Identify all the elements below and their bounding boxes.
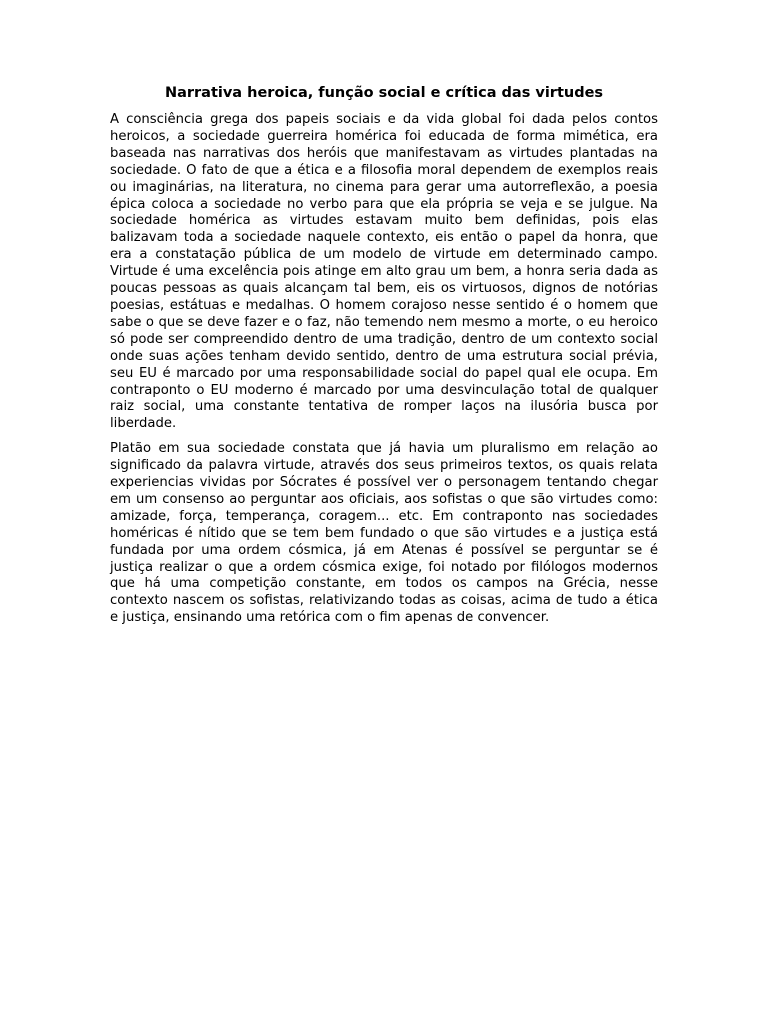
document-page <box>110 84 658 635</box>
document-title: Narrativa heroica, função social e crítica das virtudes <box>164 85 604 101</box>
paragraph-1: A consciência grega dos papeis sociais e da vida global foi dada pelos contos heroicos, a sociedade guerreira homérica foi educada de forma mimética, era baseada nas narrativas dos heróis que manifestavam as virtudes plantadas na sociedade. O fato de que a ética e a filosofia moral dependem de exemplos reais ou imaginárias, na literatura, no cinema para gerar uma autorreflexão, a poesia épica coloca a sociedade no verbo para que ela própria se veja e se julgue. Na sociedade homérica as virtudes estavam muito bem definidas, pois elas balizavam toda a sociedade naquele contexto, eis então o papel da honra, que era a constatação pública de um modelo de virtude em determinado campo. Virtude é uma excelência pois atinge em alto grau um bem, a honra seria dada as poucas pessoas as quais alcançam tal bem, eis os virtuosos, dignos de notórias poesias, estátuas e medalhas. O homem corajoso nesse sentido é o homem que sabe o que se deve fazer e o faz, não temendo nem mesmo a morte, o eu heroico só pode ser compreendido dentro de uma tradição, dentro de um contexto social onde suas ações tenham devido sentido, dentro de uma estrutura social prévia, seu EU é marcado por uma responsabilidade social do papel qual ele ocupa. Em contraponto o EU moderno é marcado por uma desvinculação total de qualquer raiz social, uma constante tentativa de romper laços na ilusória busca por liberdade. <box>110 112 658 432</box>
paragraph-2: Platão em sua sociedade constata que já havia um pluralismo em relação ao significado da palavra virtude, através dos seus primeiros textos, os quais relata experiencias vividas por Sócrates é possível ver o personagem tentando chegar em um consenso ao perguntar aos oficiais, aos sofistas o que são virtudes como: amizade, força, temperança, coragem... etc. Em contraponto nas sociedades homéricas é nítido que se tem bem fundado o que são virtudes e a justiça está fundada por uma ordem cósmica, já em Atenas é possível se perguntar se é justiça realizar o que a ordem cósmica exige, foi notado por filólogos modernos que há uma competição constante, em todos os campos na Grécia, nesse contexto nascem os sofistas, relativizando todas as coisas, acima de tudo a ética e justiça, ensinando uma retórica com o fim apenas de convencer. <box>110 441 658 626</box>
